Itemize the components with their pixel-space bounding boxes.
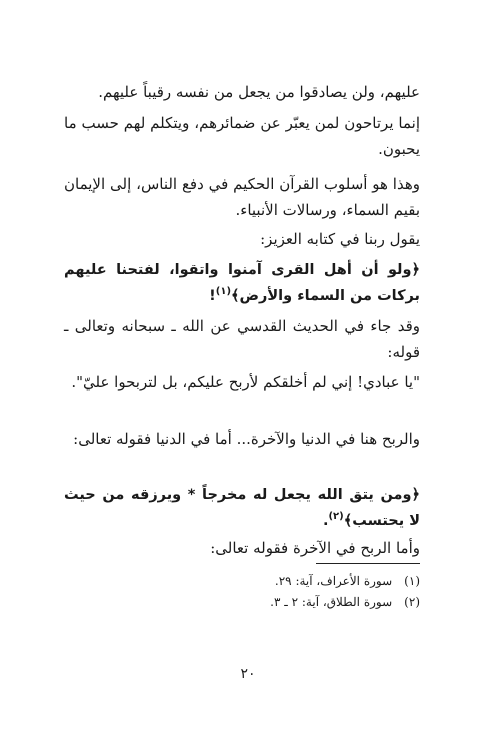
- quran-verse-1: [64, 257, 420, 309]
- paragraph-3: وهذا هو أسلوب القرآن الحكيم في دفع الناس، إلى الإيمان بقيم السماء، ورسالات الأنبياء.: [64, 175, 420, 219]
- footnote-ref-1: (١): [215, 286, 232, 298]
- footnote-2-text: سورة الطلاق، آية: ٢ ـ ٣.: [270, 595, 393, 609]
- footnote-1: [64, 571, 420, 591]
- paragraph-6: والربح هنا في الدنيا والآخرة... أما في الدنيا فقوله تعالى:: [73, 430, 420, 448]
- footnote-1-text: سورة الأعراف، آية: ٢٩.: [274, 574, 393, 588]
- paragraph-1: عليهم، ولن يصادقوا من يجعل من نفسه رقيباً عليهم.: [98, 83, 420, 101]
- footnote-divider: [316, 563, 420, 564]
- footnote-ref-2: (٢): [328, 511, 344, 523]
- footnote-ref-1-suffix: !: [209, 288, 216, 304]
- quran-verse-2-text: ﴿ومن يتق الله يجعل له مخرجاً * ويرزقه من حيث لا يحتسب﴾: [64, 487, 420, 529]
- page-number: ٢٠: [240, 666, 256, 682]
- paragraph-7: وأما الربح في الآخرة فقوله تعالى:: [210, 539, 420, 557]
- footnote-2-number: (٢): [404, 595, 420, 609]
- paragraph-2: إنما يرتاحون لمن يعبّر عن ضمائرهم، ويتكلم لهم حسب ما يحبون.: [64, 114, 420, 158]
- footnote-2: [64, 592, 420, 612]
- hadith-quote: "يا عبادي! إني لم أخلقكم لأربح عليكم، بل لتربحوا عليّ".: [71, 373, 420, 391]
- footnote-1-number: (١): [404, 574, 420, 588]
- footnote-ref-2-suffix: .: [322, 513, 329, 529]
- quran-verse-1-text: ﴿ولو أن أهل القرى آمنوا واتقوا، لفتحنا عليهم بركات من السماء والأرض﴾: [64, 262, 420, 304]
- paragraph-4: يقول ربنا في كتابه العزيز:: [260, 230, 420, 248]
- quran-verse-2: [64, 482, 420, 534]
- paragraph-5: وقد جاء في الحديث القدسي عن الله ـ سبحانه وتعالى ـ قوله:: [64, 317, 420, 361]
